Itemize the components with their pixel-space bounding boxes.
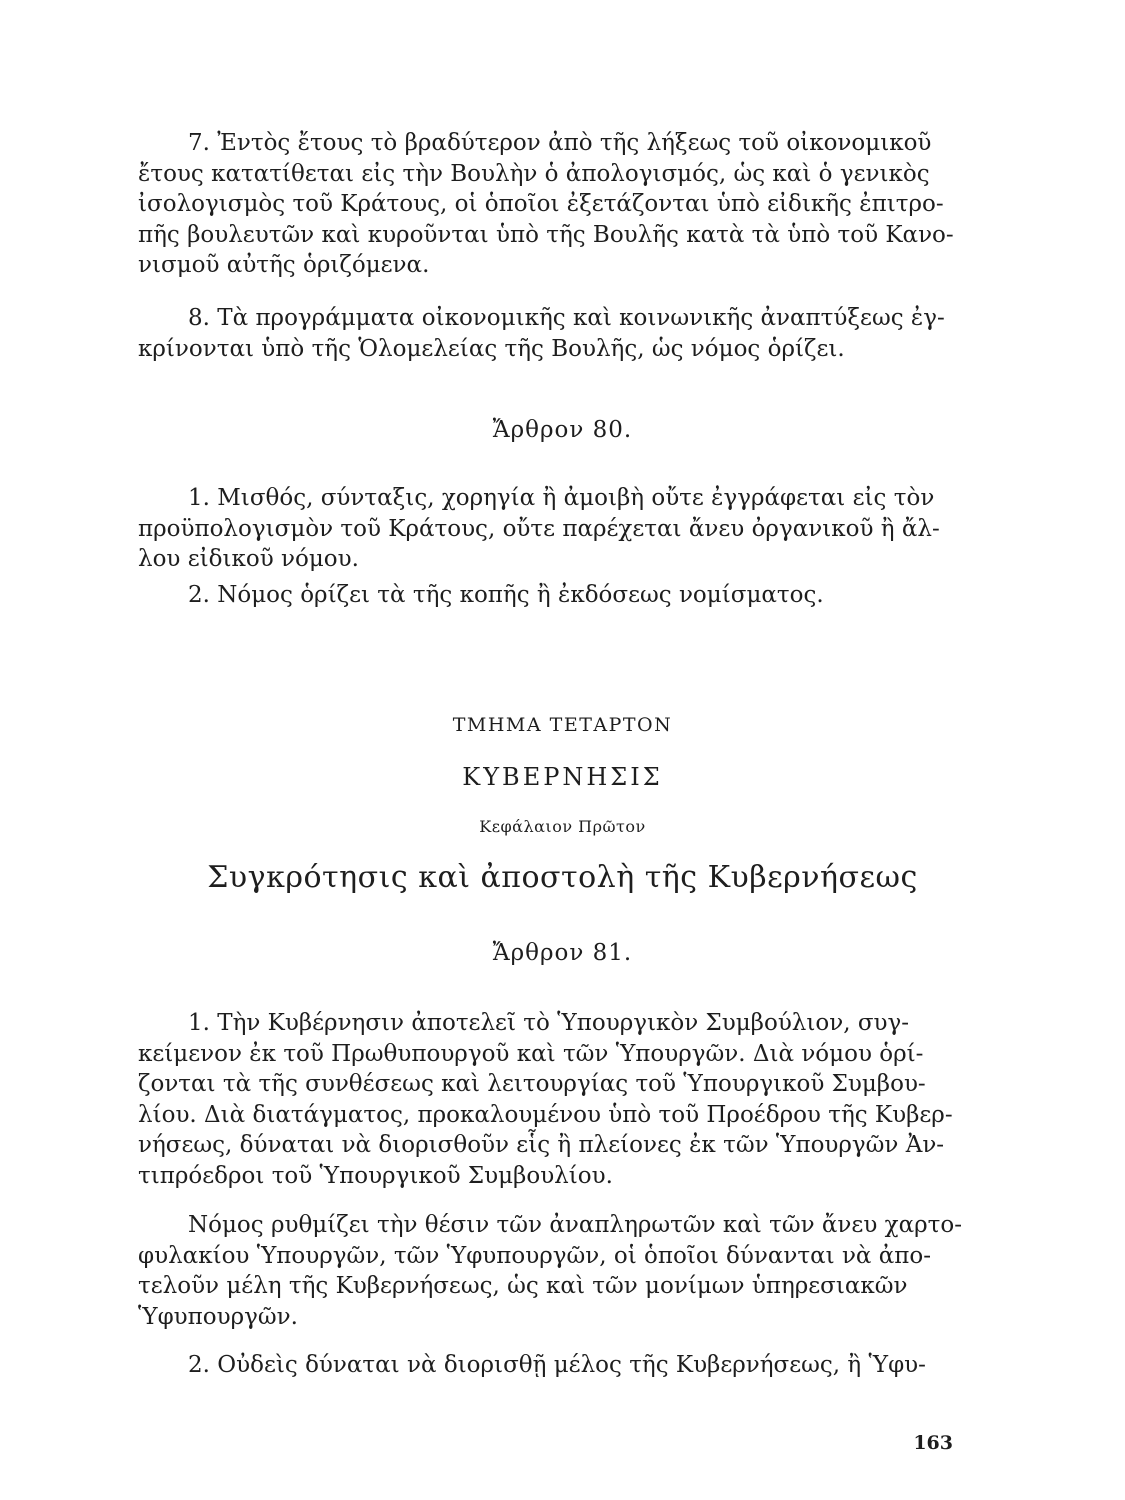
text-line: ἰσολογισμὸς τοῦ Κράτους, οἱ ὁποῖοι ἐξετάζονται ὑπὸ εἰδικῆς ἐπιτρο- bbox=[138, 191, 944, 217]
text-line: 2. Οὐδεὶς δύναται νὰ διορισθῇ μέλος τῆς Κυβερνήσεως, ἢ Ὑφυ- bbox=[188, 1352, 926, 1378]
paragraph-article79-7 bbox=[138, 128, 988, 281]
text-line: ζονται τὰ τῆς συνθέσεως καὶ λειτουργίας τοῦ Ὑπουργικοῦ Συμβου- bbox=[138, 1071, 926, 1097]
text-line: ἔτους κατατίθεται εἰς τὴν Βουλὴν ὁ ἀπολογισμός, ὡς καὶ ὁ γενικὸς bbox=[138, 160, 930, 187]
text-line: νήσεως, δύναται νὰ διορισθοῦν εἷς ἢ πλείονες ἐκ τῶν Ὑπουργῶν Ἀν- bbox=[138, 1132, 945, 1158]
paragraph-article81-1 bbox=[138, 1008, 988, 1191]
paragraph-article79-8 bbox=[138, 303, 988, 364]
text-line: 7. Ἐντὸς ἔτους τὸ βραδύτερον ἀπὸ τῆς λήξεως τοῦ οἰκονομικοῦ bbox=[188, 130, 932, 156]
text-line: λίου. Διὰ διατάγματος, προκαλουμένου ὑπὸ τοῦ Προέδρου τῆς Κυβερ- bbox=[138, 1101, 953, 1128]
section-heading: ΤΜΗΜΑ ΤΕΤΑΡΤΟΝ bbox=[452, 714, 673, 736]
text-line: 1. Μισθός, σύνταξις, χορηγία ἢ ἀμοιβὴ οὔτε ἐγγράφεται εἰς τὸν bbox=[188, 485, 935, 511]
text-line: 2. Νόμος ὁρίζει τὰ τῆς κοπῆς ἢ ἐκδόσεως νομίσματος. bbox=[188, 582, 824, 608]
paragraph-article80-2 bbox=[138, 580, 988, 611]
text-line: προϋπολογισμὸν τοῦ Κράτους, οὔτε παρέχεται ἄνευ ὀργανικοῦ ἢ ἄλ- bbox=[138, 515, 940, 542]
text-line: λου εἰδικοῦ νόμου. bbox=[138, 546, 359, 572]
text-line: τελοῦν μέλη τῆς Κυβερνήσεως, ὡς καὶ τῶν μονίμων ὑπηρεσιακῶν bbox=[138, 1273, 908, 1299]
text-line: τιπρόεδροι τοῦ Ὑπουργικοῦ Συμβουλίου. bbox=[138, 1162, 613, 1189]
paragraph-article80-1 bbox=[138, 483, 988, 575]
article-81-heading: Ἄρθρον 81. bbox=[492, 940, 633, 966]
text-line: νισμοῦ αὐτῆς ὁριζόμενα. bbox=[138, 252, 430, 278]
text-line: φυλακίου Ὑπουργῶν, τῶν Ὑφυπουργῶν, οἱ ὁποῖοι δύνανται νὰ ἀπο- bbox=[138, 1242, 932, 1269]
text-line: 1. Τὴν Κυβέρνησιν ἀποτελεῖ τὸ Ὑπουργικὸν Συμβούλιον, συγ- bbox=[188, 1010, 910, 1036]
chapter-title: Συγκρότησις καὶ ἀποστολὴ τῆς Κυβερνήσεως bbox=[207, 860, 918, 895]
text-line: πῆς βουλευτῶν καὶ κυροῦνται ὑπὸ τῆς Βουλῆς κατὰ τὰ ὑπὸ τοῦ Κανο- bbox=[138, 221, 954, 248]
part-heading: ΚΥΒΕΡΝΗΣΙΣ bbox=[462, 763, 663, 791]
chapter-label: Κεφάλαιον Πρῶτον bbox=[479, 817, 646, 836]
text-line: Ὑφυπουργῶν. bbox=[138, 1303, 298, 1330]
paragraph-article81-2 bbox=[138, 1350, 988, 1381]
text-line: κρίνονται ὑπὸ τῆς Ὁλομελείας τῆς Βουλῆς, ὡς νόμος ὁρίζει. bbox=[138, 335, 845, 362]
text-line: 8. Τὰ προγράμματα οἰκονομικῆς καὶ κοινωνικῆς ἀναπτύξεως ἐγ- bbox=[188, 305, 945, 331]
paragraph-article81-1-cont bbox=[138, 1210, 988, 1332]
text-line: κείμενον ἐκ τοῦ Πρωθυπουργοῦ καὶ τῶν Ὑπουργῶν. Διὰ νόμου ὁρί- bbox=[138, 1040, 924, 1067]
text-line: Νόμος ρυθμίζει τὴν θέσιν τῶν ἀναπληρωτῶν καὶ τῶν ἄνευ χαρτο- bbox=[188, 1212, 962, 1238]
article-80-heading: Ἄρθρον 80. bbox=[492, 417, 633, 443]
page-number: 163 bbox=[913, 1432, 953, 1454]
